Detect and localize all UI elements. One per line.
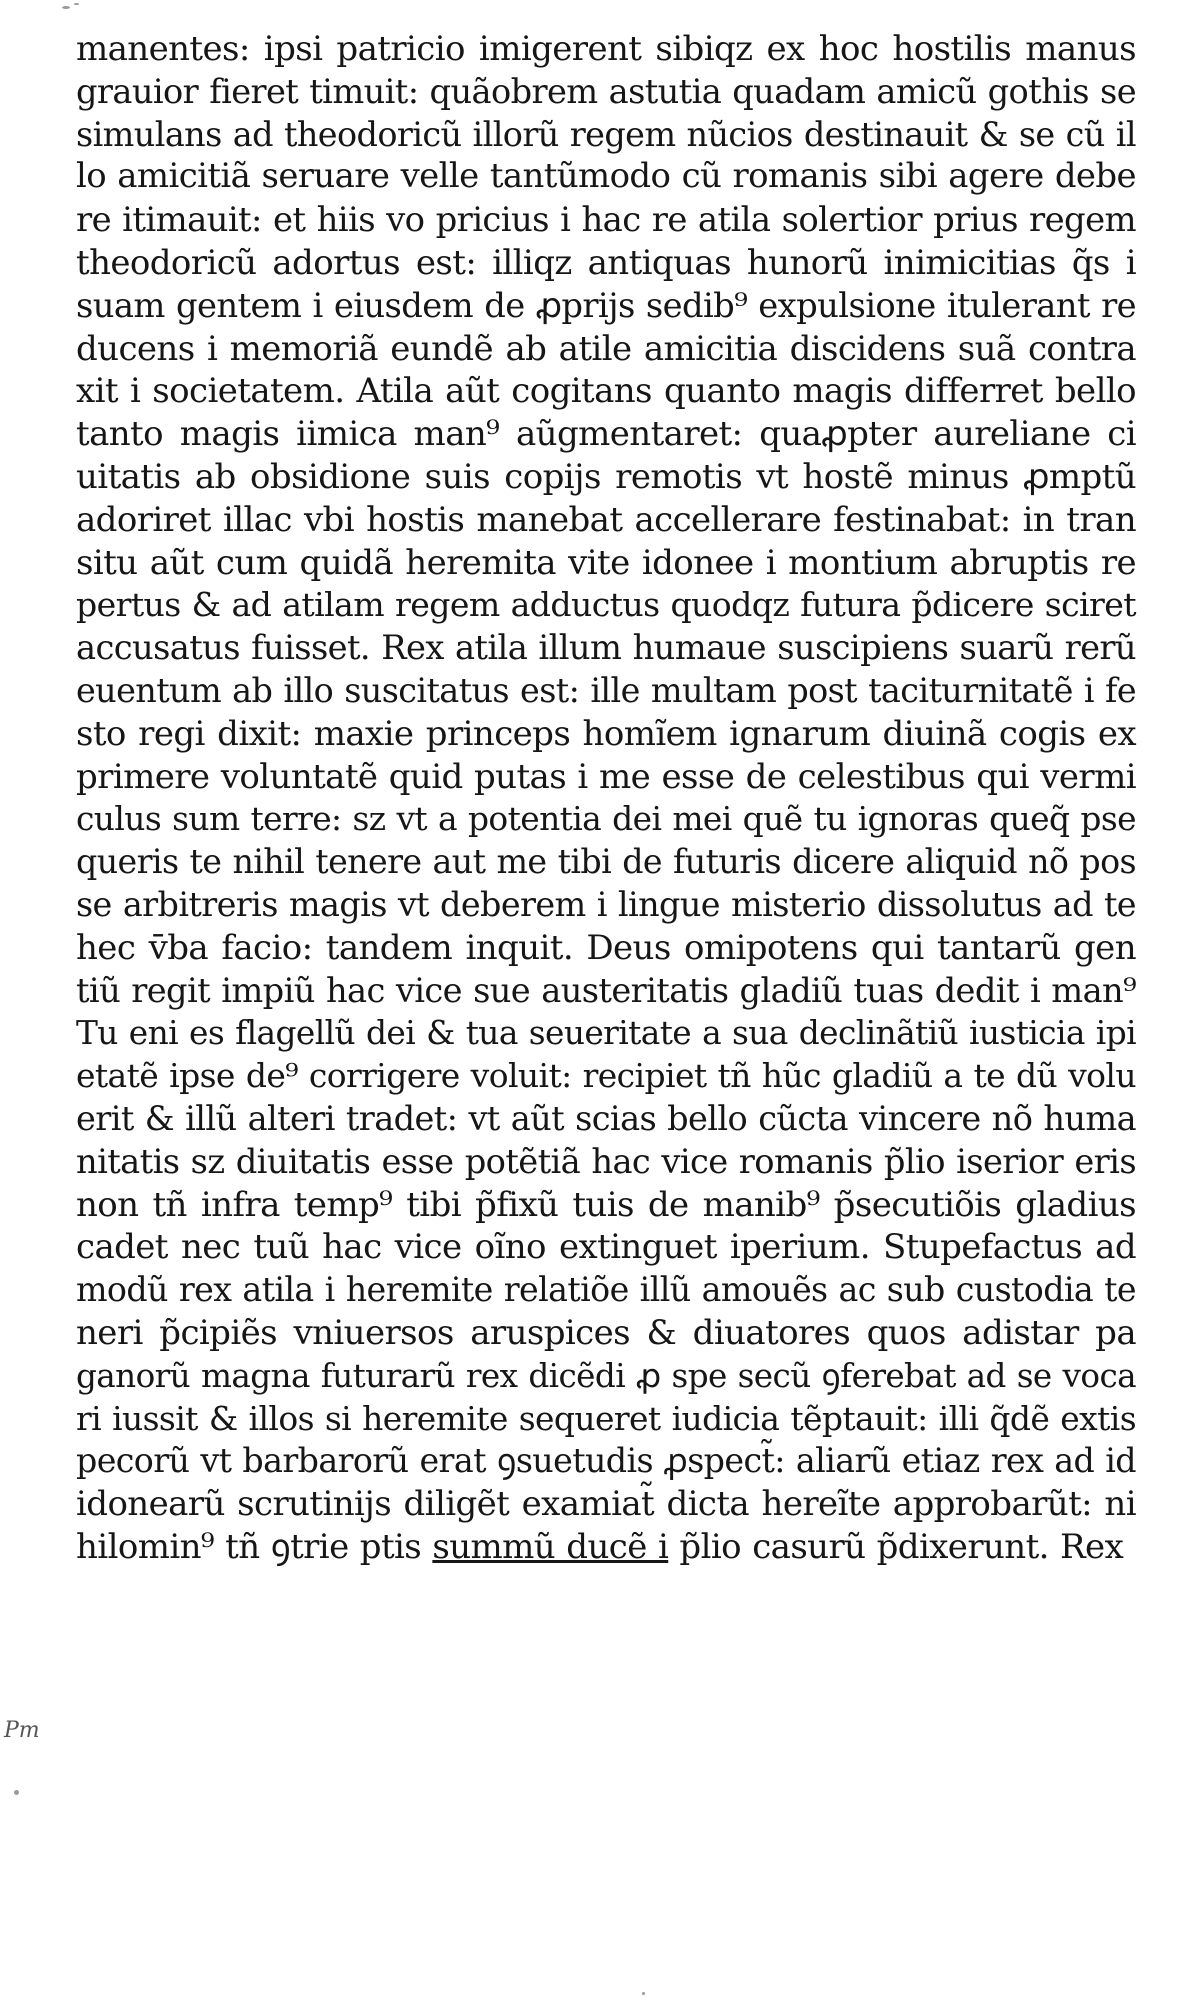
text-line: manentes: ipsi patricio imigerent sibiqz ex hoc hostilis manus	[76, 29, 1136, 69]
text-line: erit & illũ alteri tradet: vt aũt scias bello cũcta vincere nõ huma	[76, 1098, 1136, 1138]
text-line: sto regi dixit: maxie princeps homĩem ignarum diuinã cogis ex	[76, 713, 1136, 754]
text-line: modũ rex atila i heremite relatiõe illũ amouẽs ac sub custodia te	[76, 1270, 1136, 1310]
margin-annotation: Pm	[4, 1718, 40, 1743]
text-line: tiũ regit impiũ hac vice sue austeritatis gladiũ tuas dedit i man⁹	[76, 970, 1136, 1010]
text-line: culus sum terre: sz vt a potentia dei mei quẽ tu ignoras queq̃ pse	[76, 799, 1136, 839]
text-line: se arbitreris magis vt deberem i lingue misterio dissolutus ad te	[76, 884, 1136, 924]
scan-speck	[14, 1790, 19, 1795]
text-line: pertus & ad atilam regem adductus quodqz futura p̃dicere sciret	[76, 585, 1136, 625]
scan-speck	[62, 6, 70, 9]
text-line: Tu eni es flagellũ dei & tua seueritate a sua declinãtiũ iusticia ipi	[76, 1014, 1136, 1053]
text-line: ganorũ magna futurarũ rex dicẽdi ꝓ spe secũ ꝯferebat ad se voca	[76, 1356, 1136, 1395]
text-line: nitatis sz diuitatis esse potẽtiã hac vice romanis p̃lio iserior eris	[76, 1141, 1136, 1181]
text-line: idonearũ scrutinijs diligẽt examiat̃ dicta hereĩte approbarũt: ni	[76, 1484, 1136, 1525]
text-line: theodoricũ adortus est: illiqz antiquas hunorũ inimicitias q̃s i	[76, 242, 1136, 283]
text-line: euentum ab illo suscitatus est: ille multam post taciturnitatẽ i fe	[76, 670, 1136, 710]
text-line: hec v̄ba facio: tandem inquit. Deus omipotens qui tantarũ gen	[76, 927, 1136, 968]
text-line: accusatus fuisset. Rex atila illum humaue suscipiens suarũ rerũ	[76, 628, 1136, 668]
scan-speck	[642, 1992, 645, 1995]
text-line: queris te nihil tenere aut me tibi de futuris dicere aliquid nõ pos	[76, 842, 1136, 882]
text-line: uitatis ab obsidione suis copijs remotis vt hostẽ minus ꝓmptũ	[76, 456, 1136, 497]
text-line: neri p̃cipiẽs vniuersos aruspices & diuatores quos adistar pa	[76, 1312, 1136, 1353]
text-line: lo amicitiã seruare velle tantũmodo cũ romanis sibi agere debe	[76, 157, 1136, 197]
text-line: ducens i memoriã eundẽ ab atile amicitia discidens suã contra	[76, 328, 1136, 369]
text-line: etatẽ ipse de⁹ corrigere voluit: recipiet tñ hũc gladiũ a te dũ volu	[76, 1056, 1136, 1096]
text-line: adoriret illac vbi hostis manebat accellerare festinabat: in tran	[76, 499, 1136, 540]
text-line: ri iussit & illos si heremite sequeret iudicia tẽptauit: illi q̃dẽ extis	[76, 1398, 1136, 1438]
text-line: suam gentem i eiusdem de ꝓprijs sedib⁹ expulsione itulerant re	[76, 285, 1136, 325]
underlined-phrase: summũ ducẽ i	[432, 1526, 669, 1567]
text-line: tanto magis iimica man⁹ aũgmentaret: quaꝓpter aureliane ci	[76, 414, 1136, 455]
scan-speck	[74, 3, 79, 5]
text-line: simulans ad theodoricũ illorũ regem nũcios destinauit & se cũ il	[76, 114, 1136, 154]
text-line: xit i societatem. Atila aũt cogitans quanto magis differret bello	[76, 371, 1136, 412]
text-line: non tñ infra temp⁹ tibi p̃fixũ tuis de manib⁹ p̃secutiõis gladius	[76, 1184, 1136, 1225]
text-line: hilomin⁹ tñ ꝯtrie ptis summũ ducẽ i p̃lio casurũ p̃dixerunt. Rex	[76, 1526, 1124, 1567]
text-line: cadet nec tuũ hac vice oĩno extinguet iperium. Stupefactus ad	[76, 1227, 1136, 1268]
text-line: primere voluntatẽ quid putas i me esse de celestibus qui vermi	[76, 756, 1136, 797]
text-line: re itimauit: et hiis vo pricius i hac re atila solertior prius regem	[76, 200, 1136, 240]
text-line: grauior fieret timuit: quãobrem astutia quadam amicũ gothis se	[76, 71, 1136, 111]
text-line: pecorũ vt barbarorũ erat ꝯsuetudis ꝓspect̃: aliarũ etiaz rex ad id	[76, 1441, 1136, 1481]
body-text	[76, 28, 1136, 1569]
text-line: situ aũt cum quidã heremita vite idonee i montium abruptis re	[76, 542, 1136, 583]
